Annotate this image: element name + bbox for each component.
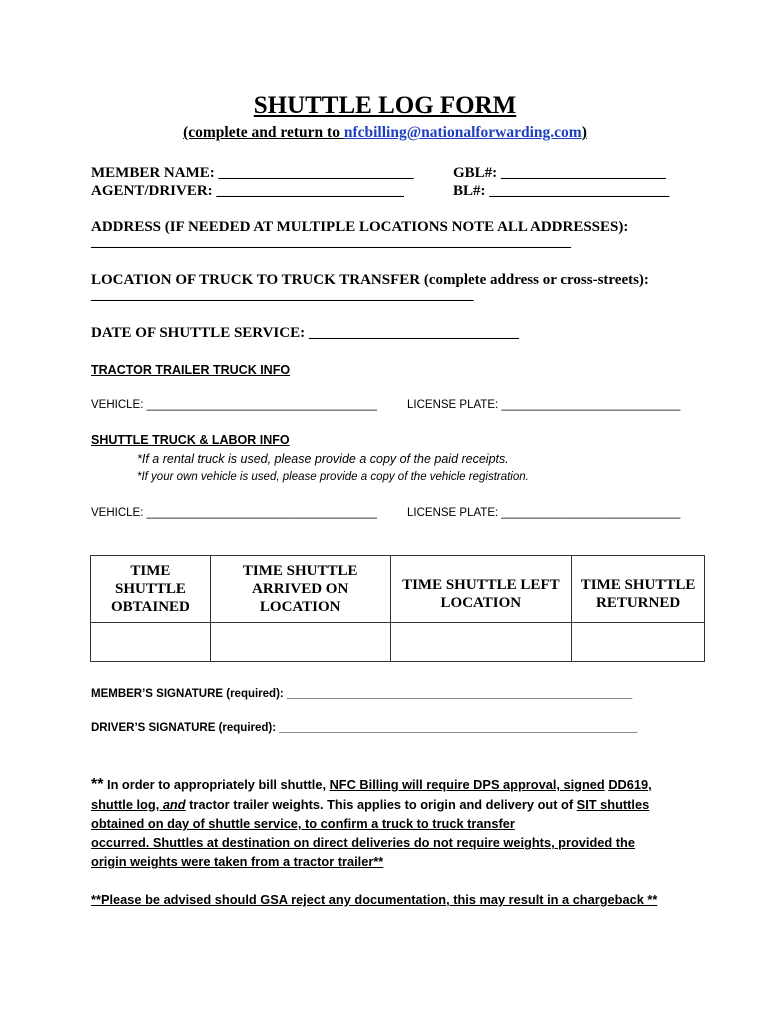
notice-stars: ** [91, 776, 104, 793]
cell-time-left[interactable] [390, 623, 572, 662]
header-line: LOCATION [259, 599, 341, 615]
member-signature-field[interactable]: MEMBER’S SIGNATURE (required): ______________________________________________________ [91, 688, 633, 700]
form-title: SHUTTLE LOG FORM [253, 92, 517, 119]
cell-time-returned[interactable] [572, 623, 705, 662]
notice-line-1 [91, 776, 652, 794]
notice-and: and [162, 797, 186, 812]
truck-transfer-label-rest: (complete address or cross-streets): [420, 272, 649, 288]
notice-nfc-requirement: NFC Billing will require DPS approval, signed [329, 777, 605, 792]
shuttle-heading: SHUTTLE TRUCK & LABOR INFO [91, 433, 290, 447]
notice-line-5: origin weights were taken from a tractor trailer** [91, 854, 384, 869]
tractor-heading: TRACTOR TRAILER TRUCK INFO [91, 363, 291, 377]
subtitle-prefix: (complete and return to [183, 124, 344, 141]
cell-time-arrived[interactable] [210, 623, 390, 662]
truck-transfer-line[interactable]: ___________________________________________________ [91, 287, 474, 303]
driver-signature-field[interactable]: DRIVER’S SIGNATURE (required): ________________________________________________________ [91, 722, 638, 734]
own-vehicle-note: *If your own vehicle is used, please provide a copy of the vehicle registration. [137, 471, 529, 483]
header-time-left [390, 556, 572, 623]
billing-email-link[interactable]: nfcbilling@nationalforwarding.com [343, 124, 582, 141]
table-header-row [91, 556, 705, 623]
bl-field[interactable]: BL#: ________________________ [453, 183, 670, 199]
header-line: RETURNED [595, 595, 681, 611]
table-row [91, 623, 705, 662]
notice-line-4: occurred. Shuttles at destination on direct deliveries do not require weights, provided the [91, 835, 635, 850]
header-time-returned [572, 556, 705, 623]
header-line: ARRIVED ON [252, 581, 349, 597]
shuttle-date-field[interactable]: DATE OF SHUTTLE SERVICE: ____________________________ [91, 325, 519, 341]
notice-dd619: DD619, [608, 777, 652, 792]
header-line: OBTAINED [110, 599, 190, 615]
notice-text: shuttle log, [91, 797, 163, 812]
rental-note: *If a rental truck is used, please provide a copy of the paid receipts. [137, 452, 509, 466]
notice-text: tractor trailer weights. This applies to origin and delivery out of [185, 797, 577, 812]
notice-sit: SIT shuttles [576, 797, 650, 812]
subtitle-suffix: ) [581, 124, 587, 141]
shuttle-time-table [90, 555, 705, 662]
header-time-arrived [210, 556, 390, 623]
shuttle-plate-field[interactable]: LICENSE PLATE: ____________________________ [407, 507, 681, 519]
header-time-obtained [91, 556, 211, 623]
address-label: ADDRESS (IF NEEDED AT MULTIPLE LOCATIONS NOTE ALL ADDRESSES): [91, 219, 629, 235]
header-line: SHUTTLE [114, 581, 186, 597]
gbl-field[interactable]: GBL#: ______________________ [453, 165, 666, 181]
truck-transfer-label-bold: LOCATION OF TRUCK TO TRUCK TRANSFER [91, 272, 421, 288]
shuttle-vehicle-field[interactable]: VEHICLE: ____________________________________ [91, 507, 377, 519]
tractor-vehicle-field[interactable]: VEHICLE: ____________________________________ [91, 399, 377, 411]
header-line: TIME SHUTTLE [242, 563, 358, 579]
header-line: TIME SHUTTLE [580, 577, 696, 593]
address-line[interactable]: ________________________________________________________________ [91, 234, 571, 250]
header-line: TIME [130, 563, 171, 579]
notice-text: In order to appropriately bill shuttle, [103, 777, 330, 792]
gsa-chargeback-notice: **Please be advised should GSA reject any documentation, this may result in a chargeback ** [91, 892, 658, 907]
cell-time-obtained[interactable] [91, 623, 211, 662]
agent-driver-field[interactable]: AGENT/DRIVER: _________________________ [91, 183, 404, 199]
form-subtitle [0, 124, 770, 142]
notice-line-2 [91, 797, 649, 812]
header-line: TIME SHUTTLE LEFT [402, 577, 560, 593]
tractor-plate-field[interactable]: LICENSE PLATE: ____________________________ [407, 399, 681, 411]
member-name-field[interactable]: MEMBER NAME: __________________________ [91, 165, 414, 181]
header-line: LOCATION [440, 595, 522, 611]
notice-line-3: obtained on day of shuttle service, to confirm a truck to truck transfer [91, 816, 515, 831]
